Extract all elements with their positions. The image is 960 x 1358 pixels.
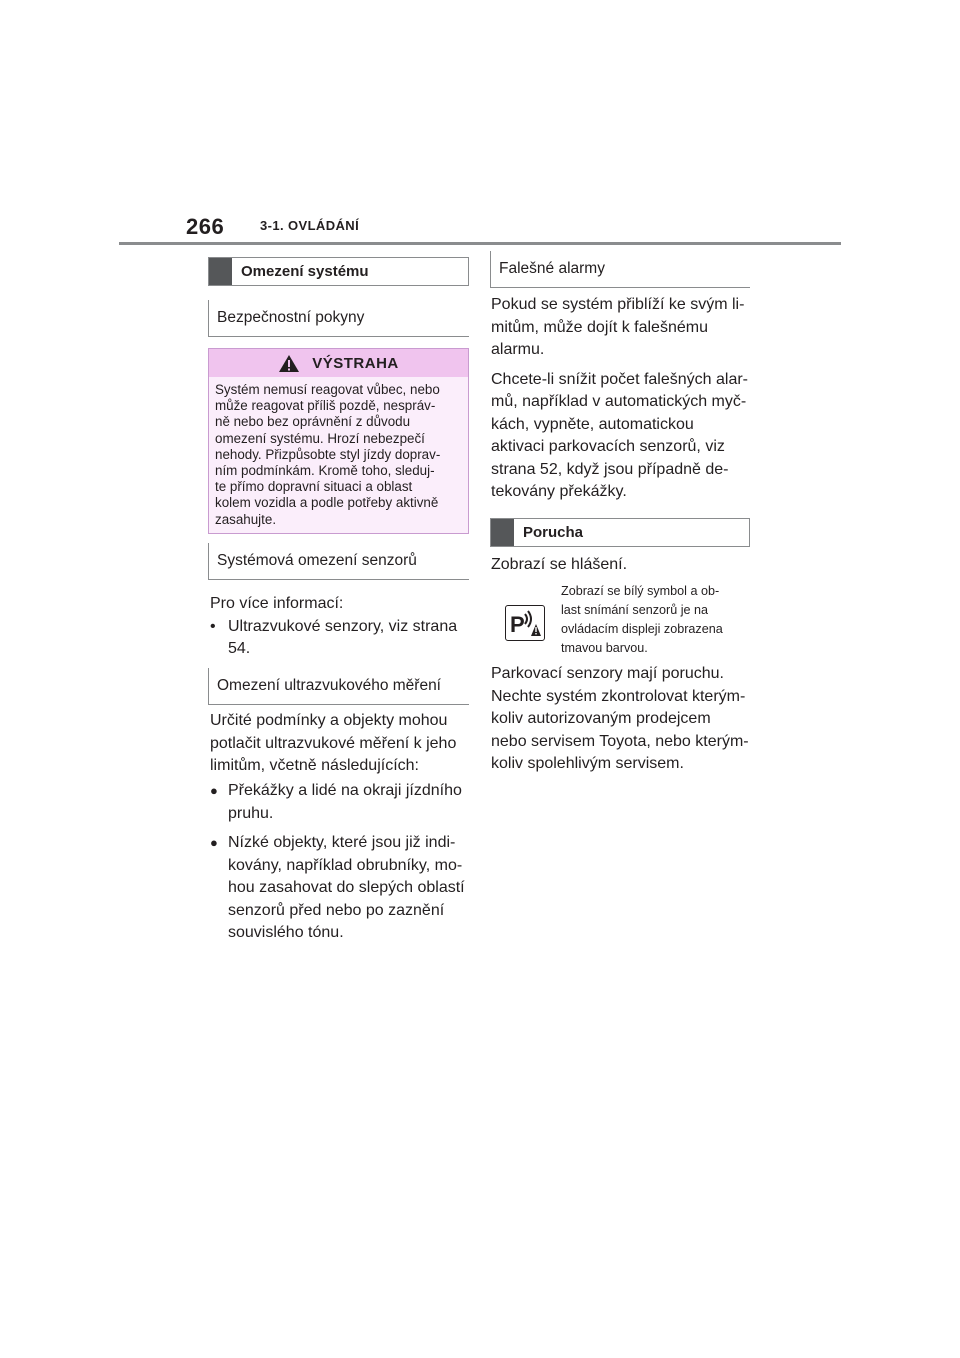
warning-text [209, 377, 468, 528]
svg-text:P: P [510, 612, 525, 637]
bullet-marker: ● [210, 783, 218, 798]
warning-header [209, 349, 468, 377]
subheading-bezpecnostni-pokyny: Bezpečnostní pokyny [208, 300, 469, 337]
note-line: ovládacím displeji zobrazena [561, 622, 723, 636]
info-paragraph [210, 593, 470, 661]
heading-text: Omezení systému [241, 263, 369, 280]
heading-porucha [490, 518, 750, 547]
heading-omezeni-systemu [208, 257, 469, 286]
subheading-omezeni-ultrazvuk: Omezení ultrazvukového měření [208, 668, 469, 705]
bullet-line: Překážky a lidé na okraji jízdního [228, 782, 462, 799]
warning-line: kolem vozidla a podle potřeby aktivně [215, 495, 439, 511]
text-line: nebo servisem Toyota, nebo kterým- [491, 732, 749, 750]
note-line: last snímání senzorů je na [561, 603, 709, 617]
text-line: potlačit ultrazvukové měření k jeho [210, 734, 457, 752]
warning-box [208, 348, 469, 534]
bullet-line: souvislého tónu. [228, 924, 344, 941]
warning-line: omezení systému. Hrozí nebezpečí [215, 430, 425, 446]
bullet-line: hou zasahovat do slepých oblastí [228, 879, 465, 896]
heading-bar [209, 258, 232, 285]
conditions-list [210, 780, 472, 945]
text-line: Nechte systém zkontrolovat kterým- [491, 687, 746, 705]
bullet-line: senzorů před nebo po zaznění [228, 901, 445, 919]
subheading-systemova-omezeni: Systémová omezení senzorů [208, 543, 469, 580]
text-line: Parkovací senzory mají poruchu. [491, 665, 724, 682]
text-line: kách, vypněte, automatickou [491, 415, 694, 433]
text-line: koliv spolehlivým servisem. [491, 755, 684, 772]
bullet-line: 54. [228, 640, 251, 657]
bullet-marker: ● [210, 835, 218, 850]
text-line: strana 52, když jsou případně de- [491, 460, 729, 478]
header-divider [119, 242, 841, 245]
warning-title: VÝSTRAHA [312, 354, 399, 372]
text-line: mů, například v automatických myč- [491, 393, 747, 410]
bullet-marker: • [210, 617, 216, 635]
warning-line: ním podmínkám. Kromě toho, sleduj- [215, 463, 435, 479]
warning-triangle-icon [278, 354, 300, 373]
text-line: aktivaci parkovacích senzorů, viz [491, 438, 725, 455]
list-item [210, 832, 472, 945]
warning-line: může reagovat příliš pozdě, nespráv- [215, 398, 436, 414]
text-line: Pokud se systém přiblíží ke svým li- [491, 296, 745, 313]
subheading-falesne-alarmy: Falešné alarmy [490, 251, 750, 288]
parking-sensor-symbol [506, 606, 543, 639]
message-text: Zobrazí se hlášení. [491, 556, 628, 573]
note-line: tmavou barvou. [561, 641, 648, 655]
page-number: 266 [186, 214, 225, 239]
parking-sensor-icon [505, 605, 545, 641]
warning-line: ně nebo bez oprávnění z důvodu [215, 414, 411, 430]
warning-line: zasahujte. [215, 511, 277, 527]
text-line: Chcete-li snížit počet falešných alar- [491, 370, 748, 388]
text-line: tekovány překážky. [491, 483, 627, 500]
text-line: alarmu. [491, 341, 545, 358]
heading-bar [491, 519, 514, 546]
page-header [0, 0, 960, 250]
bullet-line: Nízké objekty, které jsou již indi- [228, 834, 456, 851]
conditions-paragraph [210, 710, 472, 778]
bullet-line: Ultrazvukové senzory, viz strana [228, 617, 458, 635]
bullet-line: pruhu. [228, 804, 274, 822]
warning-line: te přímo dopravní situaci a oblast [215, 479, 413, 495]
text-line: limitům, včetně následujících: [210, 757, 419, 774]
list-item [210, 780, 472, 825]
note-line: Zobrazí se bílý symbol a ob- [561, 584, 720, 598]
false-alarm-paragraph [491, 294, 753, 504]
info-intro: Pro více informací: [210, 595, 344, 612]
warning-line: nehody. Přizpůsobte styl jízdy doprav- [215, 446, 441, 462]
info-bullet [210, 616, 470, 661]
text-line: koliv autorizovaným prodejcem [491, 710, 711, 727]
section-title: 3-1. OVLÁDÁNÍ [260, 218, 360, 233]
text-line: mitům, může dojít k falešnému [491, 318, 708, 336]
text-line: Určité podmínky a objekty mohou [210, 712, 448, 729]
malfunction-paragraph [491, 663, 756, 776]
warning-line: Systém nemusí reagovat vůbec, nebo [215, 382, 440, 397]
heading-text: Porucha [523, 524, 584, 541]
icon-note [561, 582, 756, 658]
bullet-line: kovány, například obrubníky, mo- [228, 856, 463, 874]
